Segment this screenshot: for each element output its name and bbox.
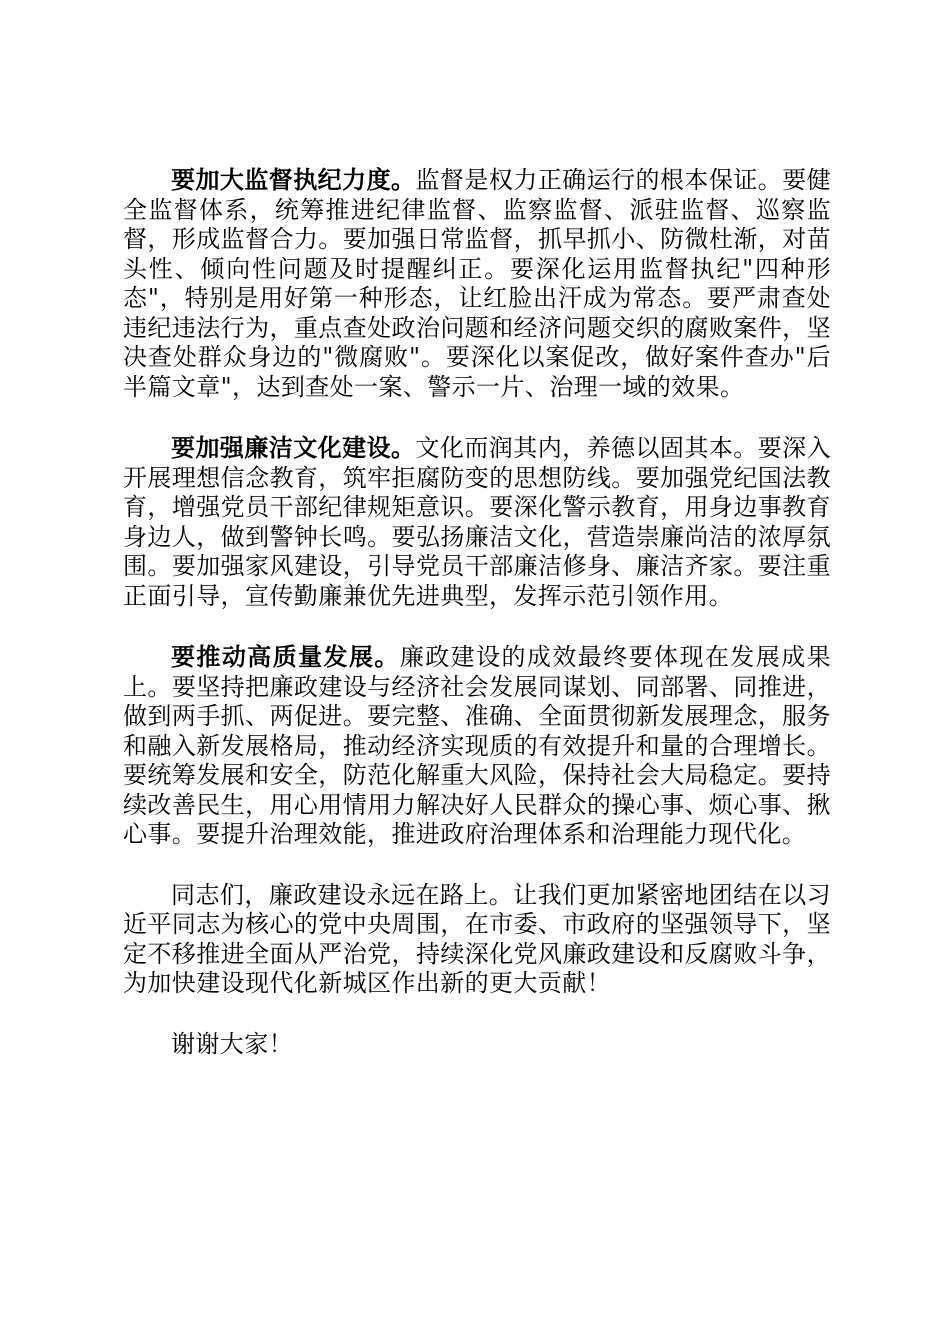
paragraph-body: 监督是权力正确运行的根本保证。要健全监督体系，统筹推进纪律监督、监察监督、派驻监督、巡察监督，形成监督合力。要加强日常监督，抓早抓小、防微杜渐，对苗头性、倾向性问题及时提醒纠正。要深化运用监督执纪"四种形态"，特别是用好第一种形态，让红脸出汗成为常态。要严肃查处违纪违法行为，重点查处政治问题和经济问题交织的腐败案件，坚决查处群众身边的"微腐败"。要深化以案促改，做好案件查办"后半篇文章"，达到查处一案、警示一片、治理一域的效果。 <box>123 166 831 401</box>
paragraph-high-quality-development <box>123 642 831 850</box>
paragraph-body: 文化而润其内，养德以固其本。要深入开展理想信念教育，筑牢拒腐防变的思想防线。要加强党纪国法教育，增强党员干部纪律规矩意识。要深化警示教育，用身边事教育身边人，做到警钟长鸣。要弘扬廉洁文化，营造崇廉尚洁的浓厚氛围。要加强家风建设，引导党员干部廉洁修身、廉洁齐家。要注重正面引导，宣传勤廉兼优先进典型，发挥示范引领作用。 <box>123 434 831 610</box>
paragraph-heading: 要加大监督执纪力度。 <box>171 165 416 194</box>
paragraph-body: 廉政建设的成效最终要体现在发展成果上。要坚持把廉政建设与经济社会发展同谋划、同部署、同推进，做到两手抓、两促进。要完整、准确、全面贯彻新发展理念，服务和融入新发展格局，推动经济实现质的有效提升和量的合理增长。要统筹发展和安全，防范化解重大风险，保持社会大局稳定。要持续改善民生，用心用情用力解决好人民群众的操心事、烦心事、揪心事。要提升治理效能，推进政府治理体系和治理能力现代化。 <box>123 643 831 848</box>
document-page <box>123 165 831 1090</box>
paragraph-heading: 要加强廉洁文化建设。 <box>171 433 416 462</box>
paragraph-body: 同志们，廉政建设永远在路上。让我们更加紧密地团结在以习近平同志为核心的党中央周围，在市委、市政府的坚强领导下，坚定不移推进全面从严治党，持续深化党风廉政建设和反腐败斗争，为加快建设现代化新城区作出新的更大贡献！ <box>123 880 831 997</box>
paragraph-supervision <box>123 165 831 402</box>
paragraph-body: 谢谢大家！ <box>171 1029 293 1058</box>
paragraph-thanks <box>123 1030 831 1060</box>
paragraph-integrity-culture <box>123 433 831 611</box>
paragraph-closing <box>123 881 831 999</box>
paragraph-heading: 要推动高质量发展。 <box>171 642 400 671</box>
